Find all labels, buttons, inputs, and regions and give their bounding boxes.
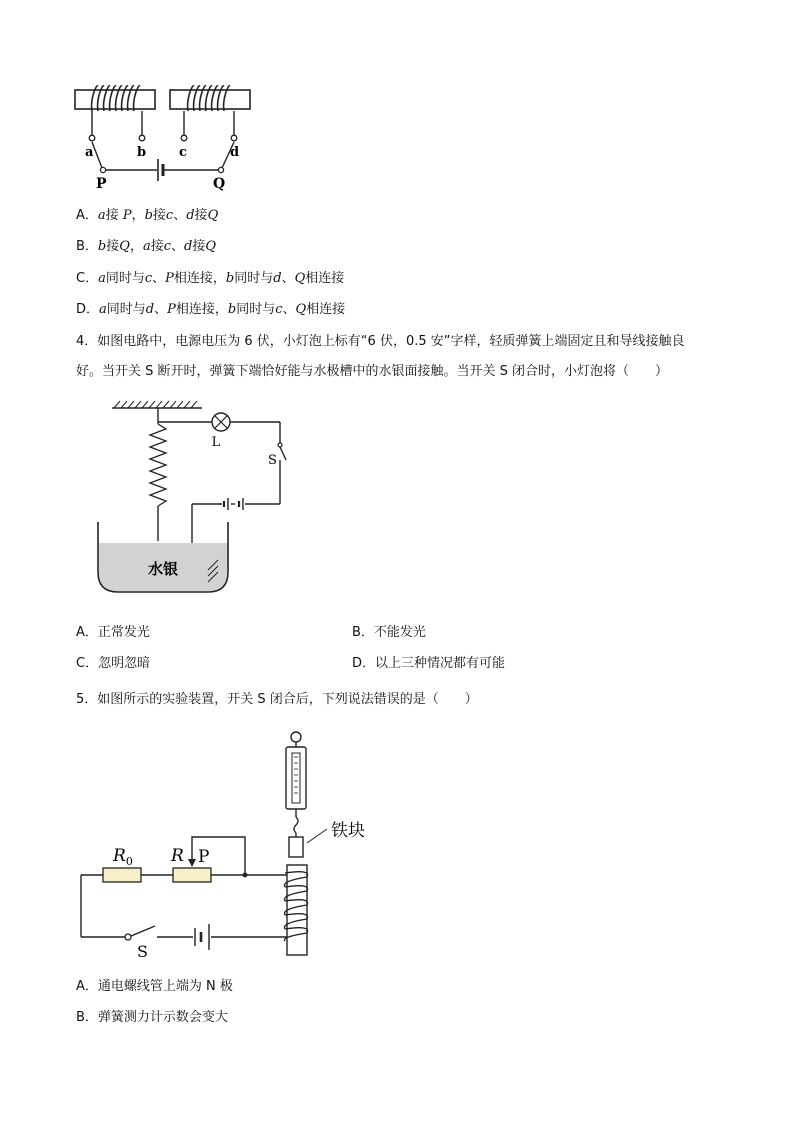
- label-q: Q: [213, 176, 226, 192]
- label-d: d: [230, 145, 240, 160]
- scale-ring: [291, 732, 301, 742]
- q5-stem: 5．如图所示的实验装置，开关 S 闭合后，下列说法错误的是（ ）: [76, 692, 478, 707]
- r0-label: $R_0$: [113, 846, 133, 868]
- slider-arrow: [188, 859, 196, 867]
- terminal-q: [218, 167, 223, 172]
- spring: [150, 424, 166, 506]
- q4-option-d: D．以上三种情况都有可能: [352, 656, 506, 671]
- lamp-label: L: [211, 435, 221, 450]
- label-p: P: [96, 176, 107, 192]
- terminal-p: [100, 167, 105, 172]
- q5-option-a: A．通电螺线管上端为 N 极: [76, 979, 233, 994]
- q3-option-a: A．a接 P，b接c、d接Q: [76, 208, 219, 223]
- label-b: b: [137, 145, 147, 160]
- rheostat-r: [173, 868, 211, 882]
- q4-option-a: A．正常发光: [76, 625, 150, 640]
- q4-stem-line-2: 好。当开关 S 断开时，弹簧下端恰好能与水极槽中的水银面接触。当开关 S 闭合时，小灯泡将（ ）: [76, 364, 669, 379]
- q4-option-b: B．不能发光: [352, 625, 426, 640]
- switch-pivot: [125, 934, 131, 940]
- right-iron-bar: [170, 90, 250, 109]
- q5-option-b: B．弹簧测力计示数会变大: [76, 1010, 228, 1025]
- terminal-c: [181, 135, 187, 141]
- q4-figure: [90, 400, 300, 600]
- label-a: a: [85, 145, 94, 160]
- r-label: R: [171, 846, 184, 866]
- resistor-r0: [103, 868, 141, 882]
- terminal-d: [231, 135, 237, 141]
- q3-option-c: C．a同时与c、P相连接，b同时与d、Q相连接: [76, 271, 345, 286]
- q4-option-c: C．忽明忽暗: [76, 656, 151, 671]
- mercury-label: 水银: [148, 560, 179, 578]
- ceiling-hatch: [114, 401, 197, 408]
- switch-blade: [280, 447, 286, 460]
- q5-figure: [75, 725, 385, 965]
- iron-block: [289, 837, 303, 857]
- iron-label: 铁块: [331, 821, 365, 841]
- switch-label: S: [268, 453, 277, 468]
- switch-blade: [131, 926, 155, 936]
- terminal-a: [89, 135, 95, 141]
- q4-stem-line-1: 4．如图电路中，电源电压为 6 伏，小灯泡上标有“6 伏，0.5 安”字样，轻质弹簧上端固定且和导线接触良: [76, 334, 685, 349]
- q3-figure: [70, 80, 260, 195]
- s-label: S: [137, 942, 148, 961]
- p-label: P: [198, 847, 210, 867]
- label-c: c: [179, 145, 187, 160]
- q3-option-b: B．b接Q，a接c、d接Q: [76, 239, 217, 254]
- q3-option-d: D．a同时与d、P相连接，b同时与c、Q相连接: [76, 302, 346, 317]
- terminal-b: [139, 135, 145, 141]
